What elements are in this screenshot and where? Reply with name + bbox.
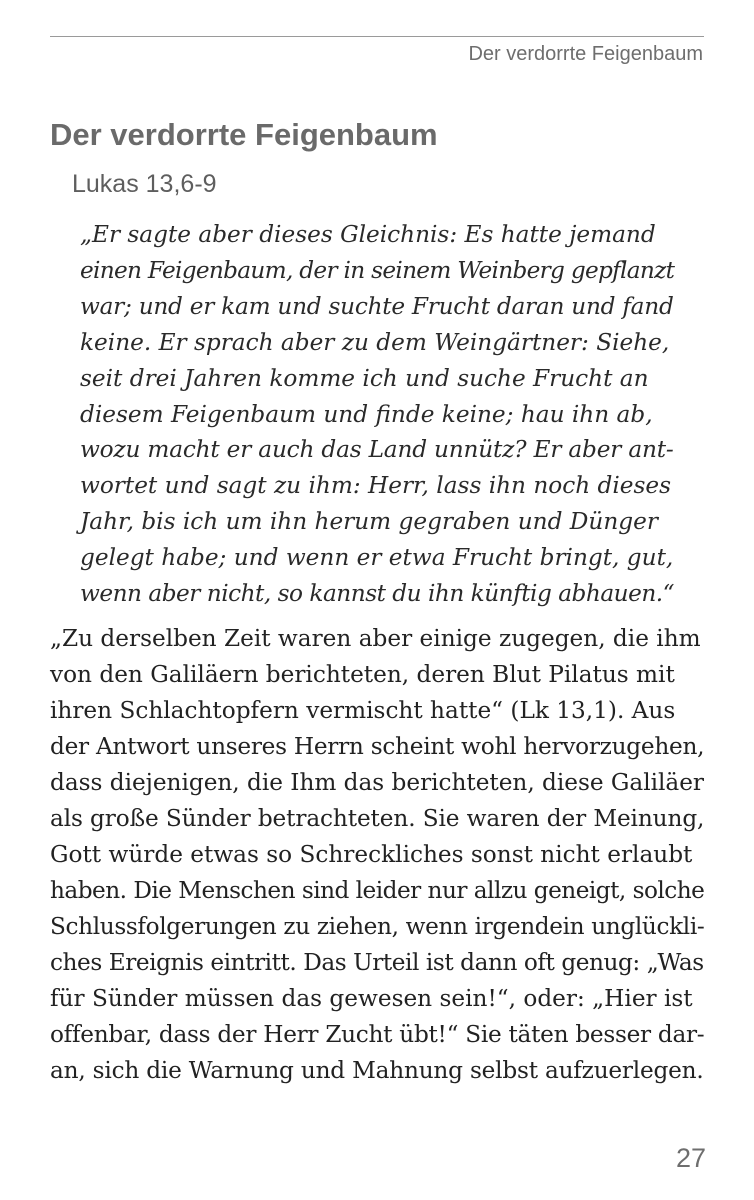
text-line: Schlussfolgerungen zu ziehen, wenn irgendein unglückli- [50, 913, 705, 940]
quote-line: einen Feigenbaum, der in seinem Weinberg gepflanzt [80, 256, 675, 284]
chapter-title: Der verdorrte Feigenbaum [50, 117, 438, 152]
text-line: ches Ereignis eintritt. Das Urteil ist dann oft genug: „Was [50, 949, 704, 976]
text-line: haben. Die Menschen sind leider nur allzu geneigt, solche [50, 877, 705, 904]
page-number: 27 [675, 1143, 706, 1173]
body-paragraph [50, 621, 704, 1089]
bible-reference: Lukas 13,6-9 [72, 170, 217, 198]
text-line: dass diejenigen, die Ihm das berichteten, diese Galiläer [50, 769, 705, 796]
text-line: für Sünder müssen das gewesen sein!“, oder: „Hier ist [50, 985, 693, 1012]
text-line: von den Galiläern berichteten, deren Blut Pilatus mit [50, 661, 675, 688]
quote-line: wozu macht er auch das Land unnütz? Er aber ant- [80, 436, 674, 464]
quote-line: diesem Feigenbaum und finde keine; hau ihn ab, [80, 400, 653, 428]
text-line: als große Sünder betrachteten. Sie waren der Meinung, [50, 805, 705, 832]
quote-line: wenn aber nicht, so kannst du ihn künftig abhauen.“ [80, 580, 675, 608]
text-line: ihren Schlachtopfern vermischt hatte“ (Lk 13,1). Aus [50, 697, 676, 724]
running-header-title: Der verdorrte Feigenbaum [468, 43, 703, 65]
header-rule [50, 36, 704, 37]
quote-line: gelegt habe; und wenn er etwa Frucht bringt, gut, [80, 544, 674, 572]
quote-line: seit drei Jahren komme ich und suche Frucht an [80, 364, 649, 392]
quote-line: keine. Er sprach aber zu dem Weingärtner: Siehe, [80, 328, 670, 356]
quote-line: Jahr, bis ich um ihn herum gegraben und Dünger [80, 508, 658, 536]
text-line: Gott würde etwas so Schreckliches sonst nicht erlaubt [50, 841, 693, 868]
quote-line: wortet und sagt zu ihm: Herr, lass ihn noch dieses [80, 472, 672, 500]
scripture-quote [80, 217, 674, 612]
quote-line: „Er sagte aber dieses Gleichnis: Es hatte jemand [80, 221, 656, 248]
text-line: „Zu derselben Zeit waren aber einige zugegen, die ihm [50, 625, 701, 652]
text-line: an, sich die Warnung und Mahnung selbst aufzuerlegen. [50, 1057, 704, 1084]
text-line: der Antwort unseres Herrn scheint wohl hervorzugehen, [50, 733, 705, 760]
text-line: offenbar, dass der Herr Zucht übt!“ Sie täten besser dar- [50, 1021, 705, 1048]
quote-line: war; und er kam und suchte Frucht daran und fand [80, 292, 674, 320]
